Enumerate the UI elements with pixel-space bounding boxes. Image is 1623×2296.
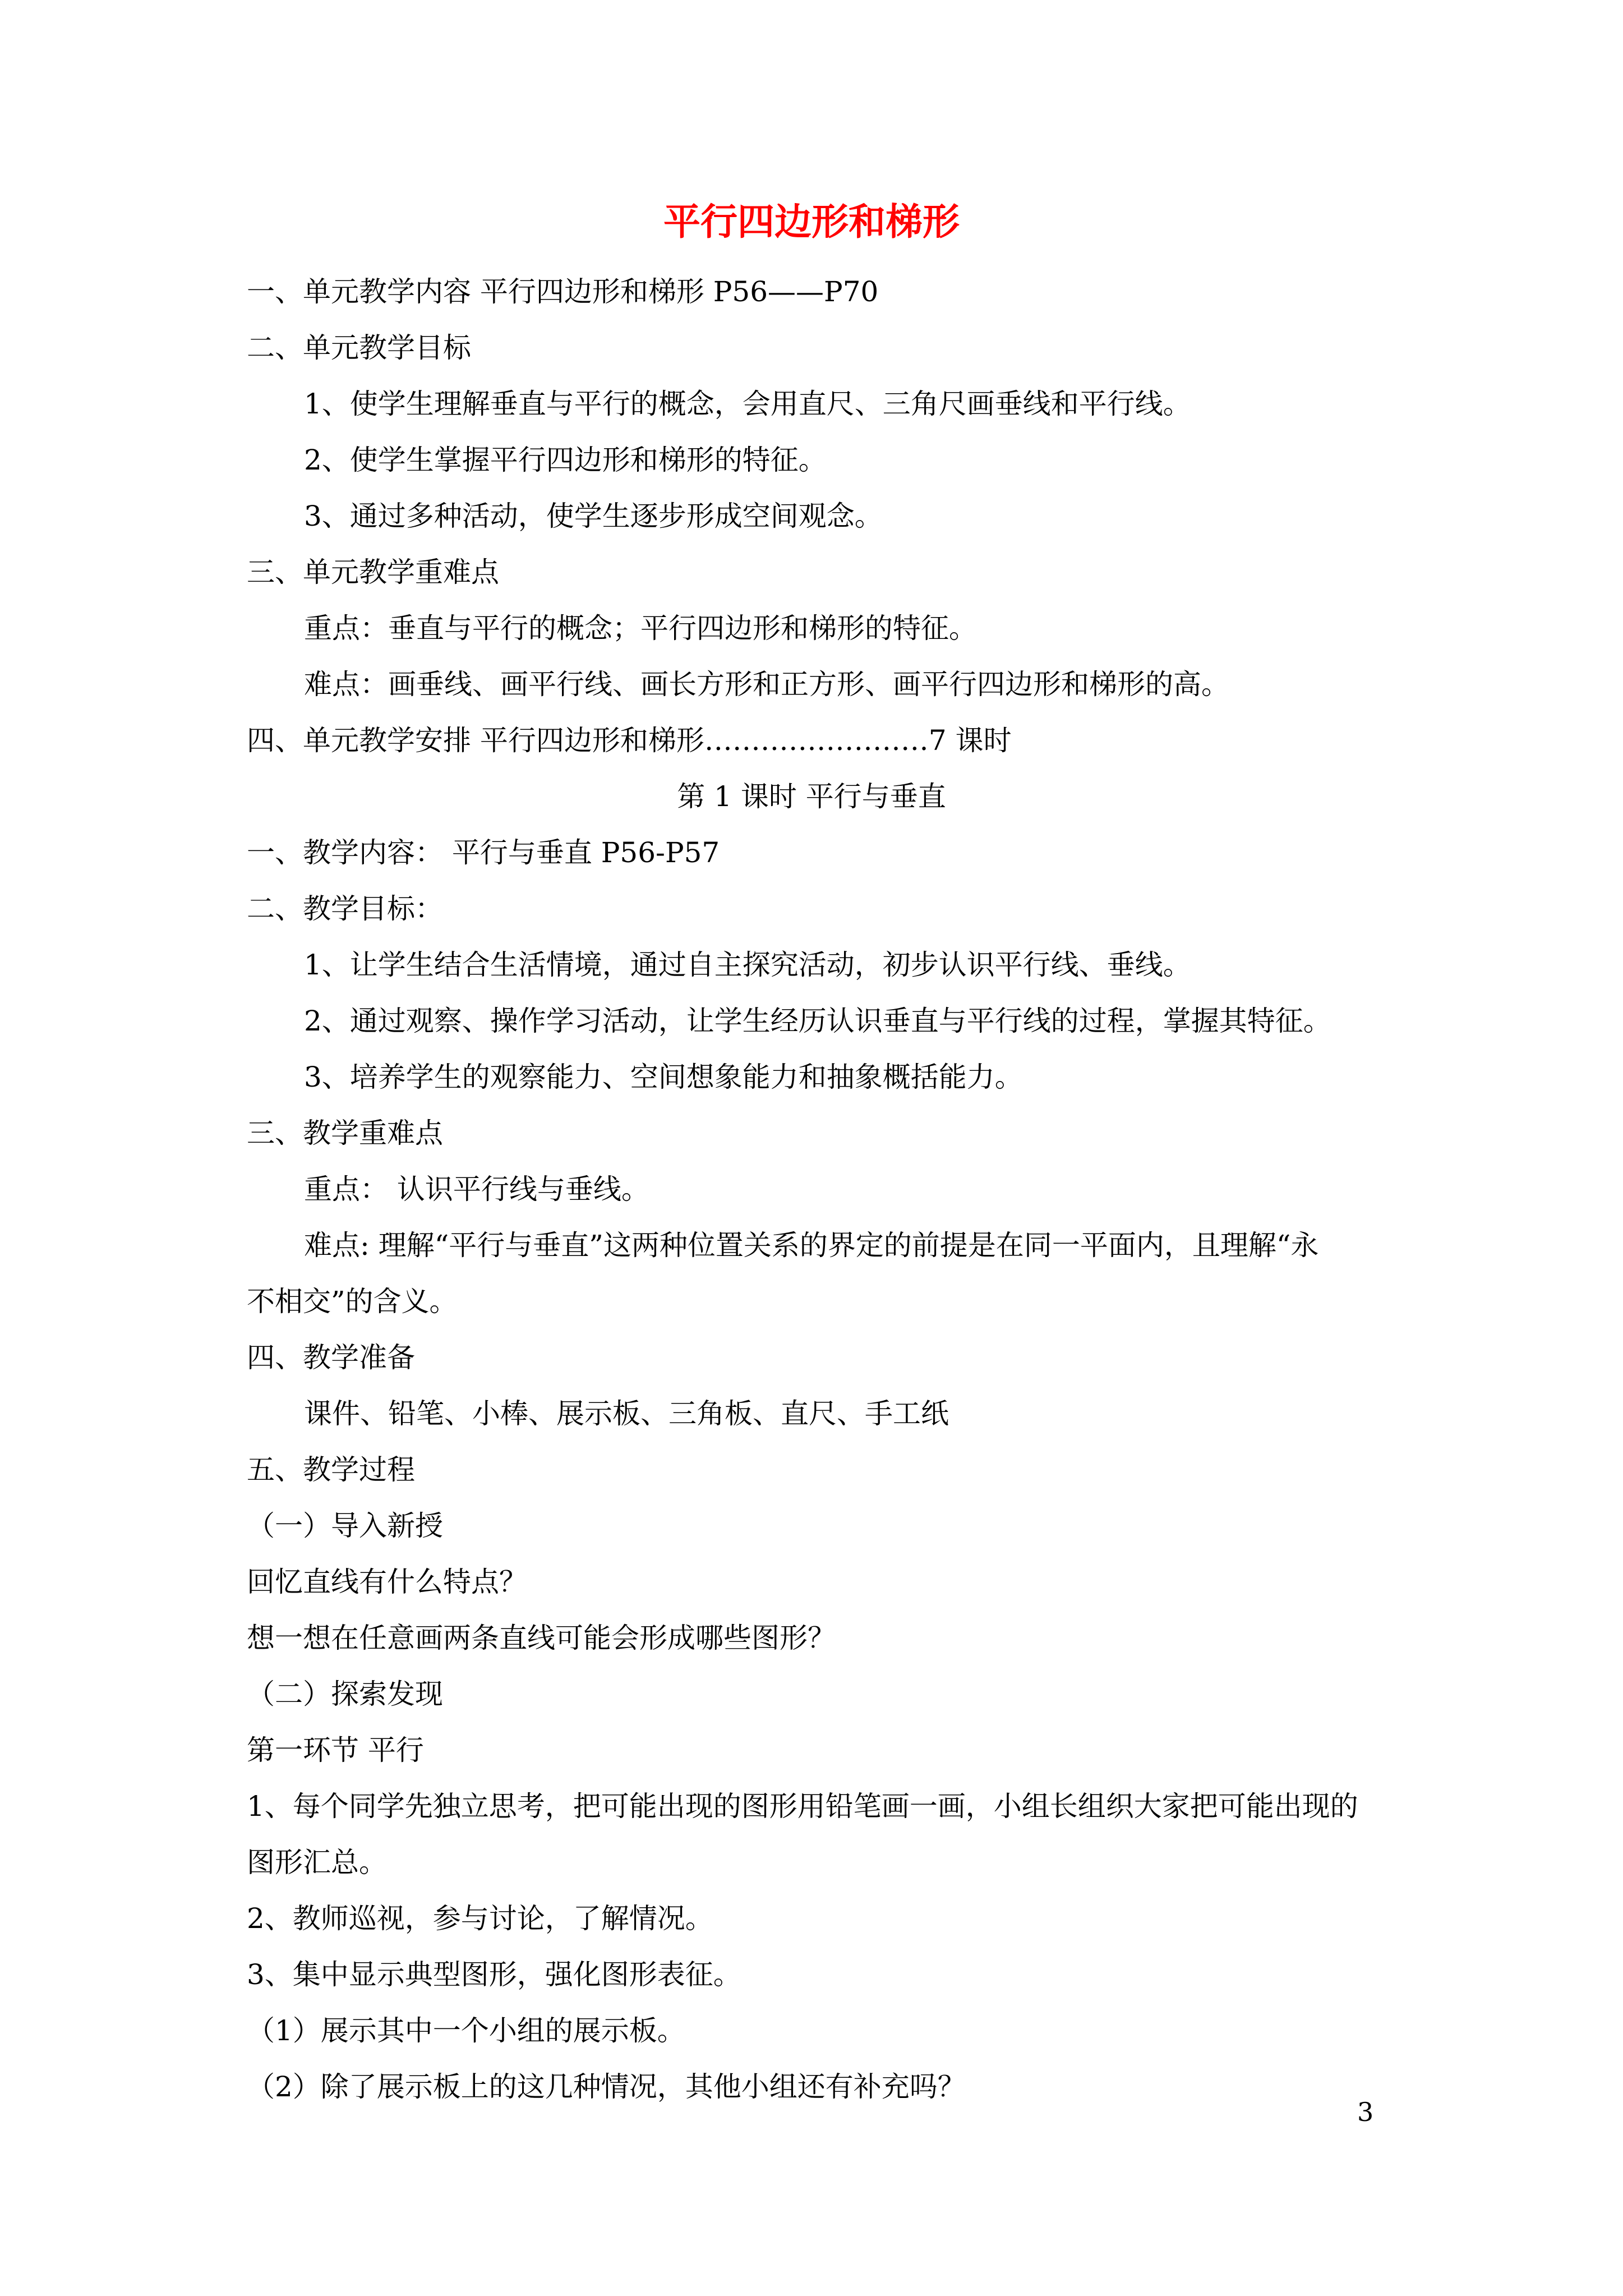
- lesson-heading: 第 1 课时 平行与垂直: [677, 780, 946, 813]
- text-line: （一）导入新授: [247, 1510, 443, 1542]
- text-line: 难点：画垂线、画平行线、画长方形和正方形、画平行四边形和梯形的高。: [304, 668, 1229, 701]
- text-line: 不相交”的含义。: [247, 1285, 458, 1318]
- text-line: 五、教学过程: [247, 1453, 415, 1486]
- text-line: 1、让学生结合生活情境，通过自主探究活动，初步认识平行线、垂线。: [304, 949, 1191, 981]
- text-line: 3、通过多种活动，使学生逐步形成空间观念。: [304, 500, 883, 532]
- text-line: 第一环节 平行: [247, 1734, 424, 1766]
- text-line: 3、培养学生的观察能力、空间想象能力和抽象概括能力。: [304, 1061, 1023, 1093]
- text-line: 重点： 认识平行线与垂线。: [304, 1173, 649, 1205]
- text-line: （2）除了展示板上的这几种情况，其他小组还有补充吗？: [247, 2070, 966, 2103]
- text-line: 回忆直线有什么特点？: [247, 1566, 527, 1598]
- text-line: 一、单元教学内容 平行四边形和梯形 P56——P70: [247, 275, 879, 308]
- document-title: 平行四边形和梯形: [663, 200, 960, 243]
- text-line: 三、教学重难点: [247, 1117, 443, 1149]
- text-line: 二、单元教学目标: [247, 332, 471, 364]
- text-line: 3、集中显示典型图形，强化图形表征。: [247, 1958, 741, 1991]
- text-line: 想一想在任意画两条直线可能会形成哪些图形？: [247, 1622, 836, 1654]
- text-line: 一、教学内容： 平行与垂直 P56-P57: [247, 836, 720, 869]
- text-line: 二、教学目标：: [247, 892, 443, 925]
- text-line: （1）展示其中一个小组的展示板。: [247, 2014, 685, 2047]
- text-line: （二）探索发现: [247, 1678, 443, 1710]
- page-number: 3: [1357, 2097, 1374, 2127]
- text-line: 四、单元教学安排 平行四边形和梯形……………………7 课时: [247, 724, 1012, 757]
- text-line: 难点: 理解“平行与垂直”这两种位置关系的界定的前提是在同一平面内，且理解“永: [304, 1229, 1319, 1262]
- text-line: 1、每个同学先独立思考，把可能出现的图形用铅笔画一画，小组长组织大家把可能出现的: [247, 1790, 1358, 1823]
- text-line: 三、单元教学重难点: [247, 556, 499, 588]
- text-line: 2、教师巡视，参与讨论，了解情况。: [247, 1902, 713, 1935]
- text-line: 图形汇总。: [247, 1846, 387, 1879]
- text-line: 2、通过观察、操作学习活动，让学生经历认识垂直与平行线的过程，掌握其特征。: [304, 1005, 1331, 1037]
- text-line: 四、教学准备: [247, 1341, 415, 1374]
- text-line: 1、使学生理解垂直与平行的概念，会用直尺、三角尺画垂线和平行线。: [304, 388, 1191, 420]
- text-line: 2、使学生掌握平行四边形和梯形的特征。: [304, 444, 827, 476]
- text-line: 重点：垂直与平行的概念；平行四边形和梯形的特征。: [304, 612, 977, 645]
- text-line: 课件、铅笔、小棒、展示板、三角板、直尺、手工纸: [304, 1397, 949, 1430]
